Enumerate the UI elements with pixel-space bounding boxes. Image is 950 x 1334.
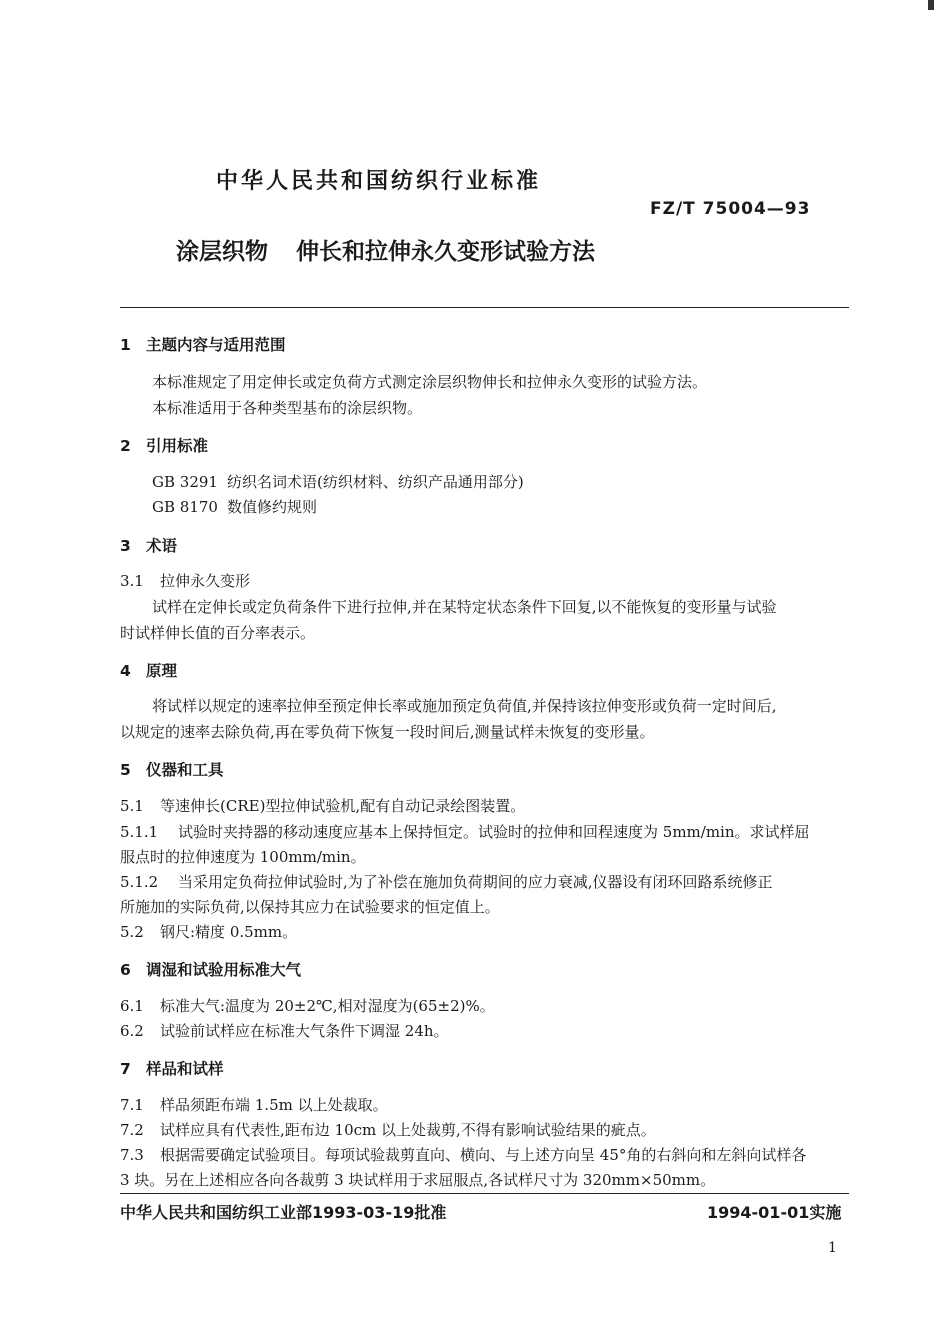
clause-6-2: 6.2 试验前试样应在标准大气条件下调湿 24h。: [120, 1022, 449, 1040]
clause-5-1-1-line-2: 服点时的拉伸速度为 100mm/min。: [120, 848, 366, 866]
document-title: [176, 233, 595, 266]
section-1-para-1: 本标准规定了用定伸长或定负荷方式测定涂层织物伸长和拉伸永久变形的试验方法。: [152, 373, 708, 391]
standard-code: FZ/T 75004—93: [650, 199, 811, 219]
issuing-organization: 中华人民共和国纺织行业标准: [216, 169, 542, 194]
section-1-heading: 1 主题内容与适用范围: [120, 336, 286, 354]
clause-3-1-line-1: 试样在定伸长或定负荷条件下进行拉伸,并在某特定状态条件下回复,以不能恢复的变形量与试验: [152, 598, 777, 616]
approval-note: 中华人民共和国纺织工业部1993-03-19批准: [120, 1203, 447, 1222]
section-4-line-2: 以规定的速率去除负荷,再在零负荷下恢复一段时间后,测量试样未恢复的变形量。: [120, 723, 655, 741]
implementation-date: 1994-01-01实施: [707, 1203, 842, 1222]
clause-3-1-line-2: 时试样伸长值的百分率表示。: [120, 624, 316, 642]
clause-7-3-line-2: 3 块。另在上述相应各向各裁剪 3 块试样用于求屈服点,各试样尺寸为 320mm×50mm。: [120, 1171, 716, 1189]
reference-gb3291: GB 3291 纺织名词术语(纺织材料、纺织产品通用部分): [152, 473, 524, 491]
section-7-heading: 7 样品和试样: [120, 1060, 224, 1078]
section-4-line-1: 将试样以规定的速率拉伸至预定伸长率或施加预定负荷值,并保持该拉伸变形或负荷一定时间后,: [152, 697, 777, 715]
scan-edge-mark: [928, 0, 934, 10]
section-4-heading: 4 原理: [120, 662, 178, 680]
clause-7-1: 7.1 样品须距布端 1.5m 以上处裁取。: [120, 1096, 388, 1114]
section-5-heading: 5 仪器和工具: [120, 761, 224, 779]
clause-5-1: 5.1 等速伸长(CRE)型拉伸试验机,配有自动记录绘图装置。: [120, 797, 526, 815]
clause-5-1-2-line-1: 5.1.2 当采用定负荷拉伸试验时,为了补偿在施加负荷期间的应力衰减,仪器设有闭环回路系统修正: [120, 873, 773, 891]
title-part-2: 伸长和拉伸永久变形试验方法: [296, 239, 595, 265]
section-2-heading: 2 引用标准: [120, 437, 209, 455]
section-3-heading: 3 术语: [120, 537, 178, 555]
title-part-1: 涂层织物: [176, 239, 268, 265]
clause-5-1-2-line-2: 所施加的实际负荷,以保持其应力在试验要求的恒定值上。: [120, 898, 500, 916]
clause-3-1-heading: 3.1 拉伸永久变形: [120, 572, 251, 590]
reference-gb8170: GB 8170 数值修约规则: [152, 498, 318, 516]
footer-rule: [120, 1193, 849, 1194]
section-1-para-2: 本标准适用于各种类型基布的涂层织物。: [152, 399, 423, 417]
clause-5-1-1-line-1: 5.1.1 试验时夹持器的移动速度应基本上保持恒定。试验时的拉伸和回程速度为 5mm/min。求试样屈: [120, 823, 810, 841]
clause-5-2: 5.2 钢尺:精度 0.5mm。: [120, 923, 298, 941]
top-rule: [120, 307, 849, 308]
clause-7-3-line-1: 7.3 根据需要确定试验项目。每项试验裁剪直向、横向、与上述方向呈 45°角的右斜向和左斜向试样各: [120, 1146, 807, 1164]
page-number: 1: [828, 1240, 837, 1256]
clause-7-2: 7.2 试样应具有代表性,距布边 10cm 以上处裁剪,不得有影响试验结果的疵点。: [120, 1121, 656, 1139]
section-6-heading: 6 调湿和试验用标准大气: [120, 961, 302, 979]
clause-6-1: 6.1 标准大气:温度为 20±2℃,相对湿度为(65±2)%。: [120, 997, 495, 1015]
